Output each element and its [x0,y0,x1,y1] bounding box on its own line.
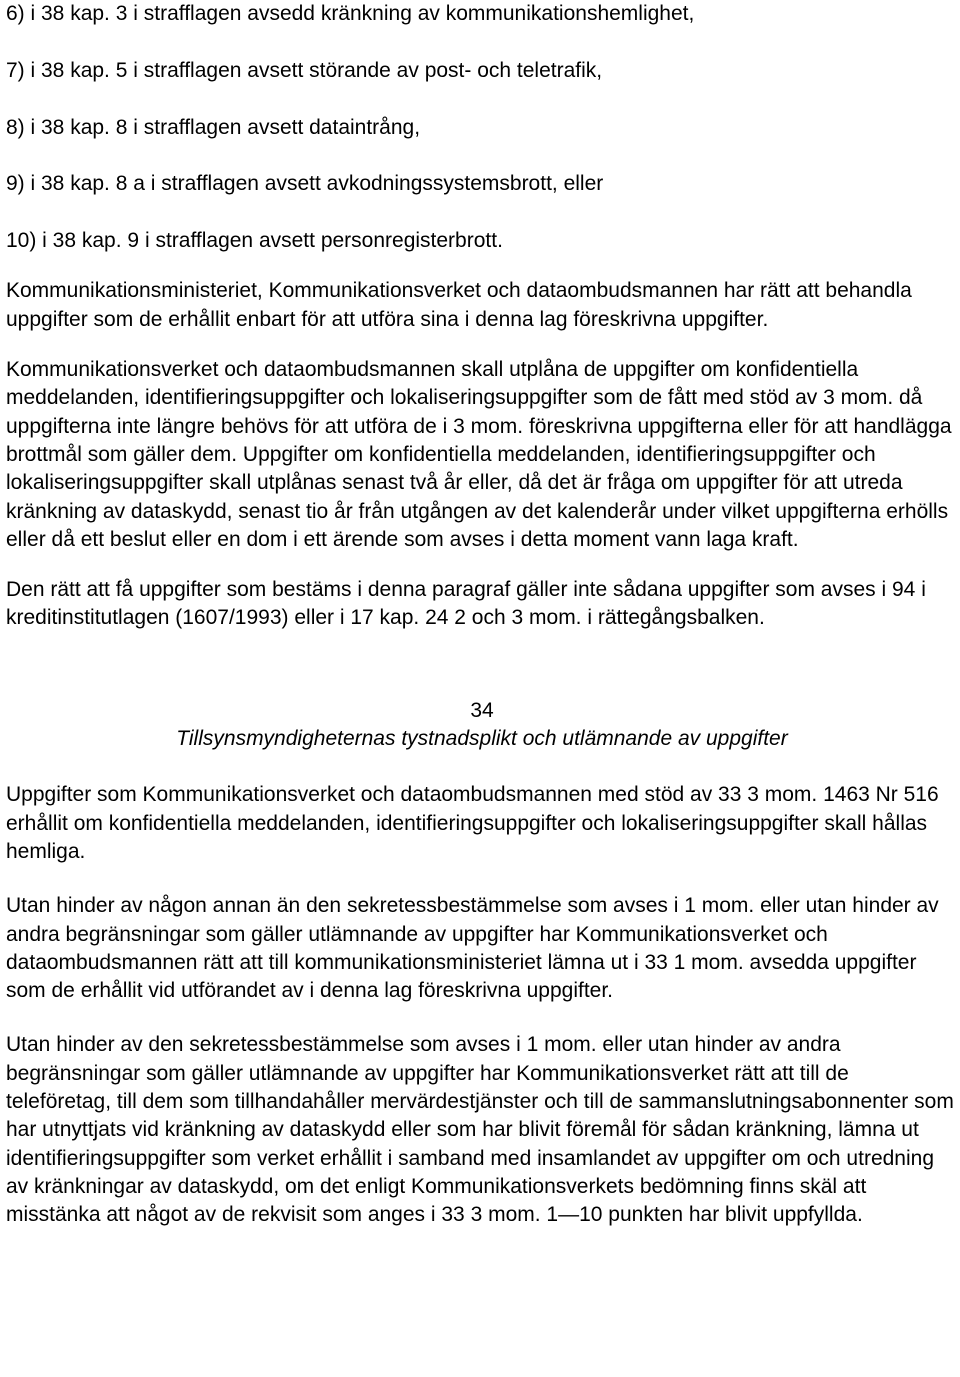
list-item-text: i strafflagen avsett störande av post- och teletrafik, [133,58,603,82]
paragraph-processing-rights: Kommunikationsministeriet, Kommunikationsverket och dataombudsmannen har rätt att behandla uppgifter som de erhållit enbart för att utföra sina i denna lag föreskrivna uppgifter. [6,279,912,331]
list-item [6,170,958,198]
document-page [6,0,958,1230]
paragraph-operator-disclosure [6,1031,958,1229]
list-item [6,57,958,85]
list-item-label: 9) i 38 kap. 8 a [6,172,145,196]
paragraph-text: Uppgifter som Kommunikationsverket och dataombudsmannen med stöd av 33 [6,783,742,807]
paragraph-text: i kreditinstitutlagen (1607/1993) eller i 17 kap. 24 [6,578,926,630]
list-item-text: i strafflagen avsett personregisterbrott. [144,229,503,253]
paragraph-exceptions [6,576,958,633]
section-number-text: 34 [470,698,494,722]
paragraph-text: Den rätt att få uppgifter som bestäms i denna paragraf gäller inte sådana uppgifter som avses i 94 [6,578,916,602]
paragraph-confidentiality [6,781,958,866]
list-item-text: i strafflagen avsett avkodningssystemsbrott, eller [150,172,604,196]
list-item [6,114,958,142]
list-item-label: 8) i 38 kap. 8 [6,115,128,139]
paragraph-ministry-disclosure [6,892,958,1005]
paragraph-text: 3 mom. 1463 Nr 516 erhållit om konfidentiella meddelanden, identifieringsuppgifter och lokaliseringsuppgifter skall hållas hemliga. [6,783,939,863]
offense-list [6,0,958,255]
list-item-text: i strafflagen avsedd kränkning av kommunikationshemlighet, [133,2,695,25]
list-item-label: 10) i 38 kap. 9 [6,229,140,253]
paragraph-text: 3 mom. 1—10 punkten har blivit uppfyllda. [470,1203,863,1227]
section-number [6,697,958,725]
list-item-label: 7) i 38 kap. 5 [6,58,128,82]
list-item-label: 6) i 38 kap. 3 [6,2,128,25]
paragraph-text: Utan hinder av någon annan än den sekretessbestämmelse som avses i 1 mom. eller utan hinder av andra begränsningar som gäller utlämnande av uppgifter har Kommunikationsverket och dataombudsmannen rätt att till kommunikationsministeriet lämna ut i 33 [6,894,939,974]
paragraph-text: 2 och 3 mom. i rättegångsbalken. [454,606,765,630]
paragraph-deletion-rules: Kommunikationsverket och dataombudsmannen skall utplåna de uppgifter om konfidentiella meddelanden, identifieringsuppgifter och lokaliseringsuppgifter som de fått med stöd av 3 mom. då uppgifterna inte längre behövs för att utföra de i 3 mom. föreskrivna uppgifterna eller för att handlägga brottmål som gäller dem. Uppgifter om konfidentiella meddelanden, identifieringsuppgifter och lokaliseringsuppgifter skall utplånas senast två år eller, då det är fråga om uppgifter för att utreda kränkning av dataskydd, senast tio år från utgången av det kalenderår under vilket uppgifterna erhölls eller då ett beslut eller en dom i ett ärende som avses i detta moment vann laga kraft. [6,358,952,551]
list-item-text: i strafflagen avsett dataintrång, [133,115,421,139]
paragraph-text: 1 mom. avsedda uppgifter som de erhållit vid utförandet av i denna lag föreskrivna uppgifter. [6,950,917,1003]
list-item [6,0,958,28]
paragraph-text: Utan hinder av den sekretessbestämmelse som avses i 1 mom. eller utan hinder av andra begränsningar som gäller utlämnande av uppgifter har Kommunikationsverket rätt att till de teleföretag, till dem som tillhandahåller mervärdestjänster och till de sammanslutningsabonnenter som har utnyttjats vid kränkning av dataskydd eller som har blivit föremål för sådan kränkning, lämna ut identifieringsuppgifter som verket erhållit i samband med insamlandet av uppgifter om och utredning av kränkningar av dataskydd, om det enligt Kommunikationsverkets bedömning finns skäl att misstänka att något av de rekvisit som anges i 33 [6,1033,954,1227]
list-item [6,227,958,255]
section-title: Tillsynsmyndigheternas tystnadsplikt och utlämnande av uppgifter [176,727,788,751]
section-heading [6,697,958,754]
